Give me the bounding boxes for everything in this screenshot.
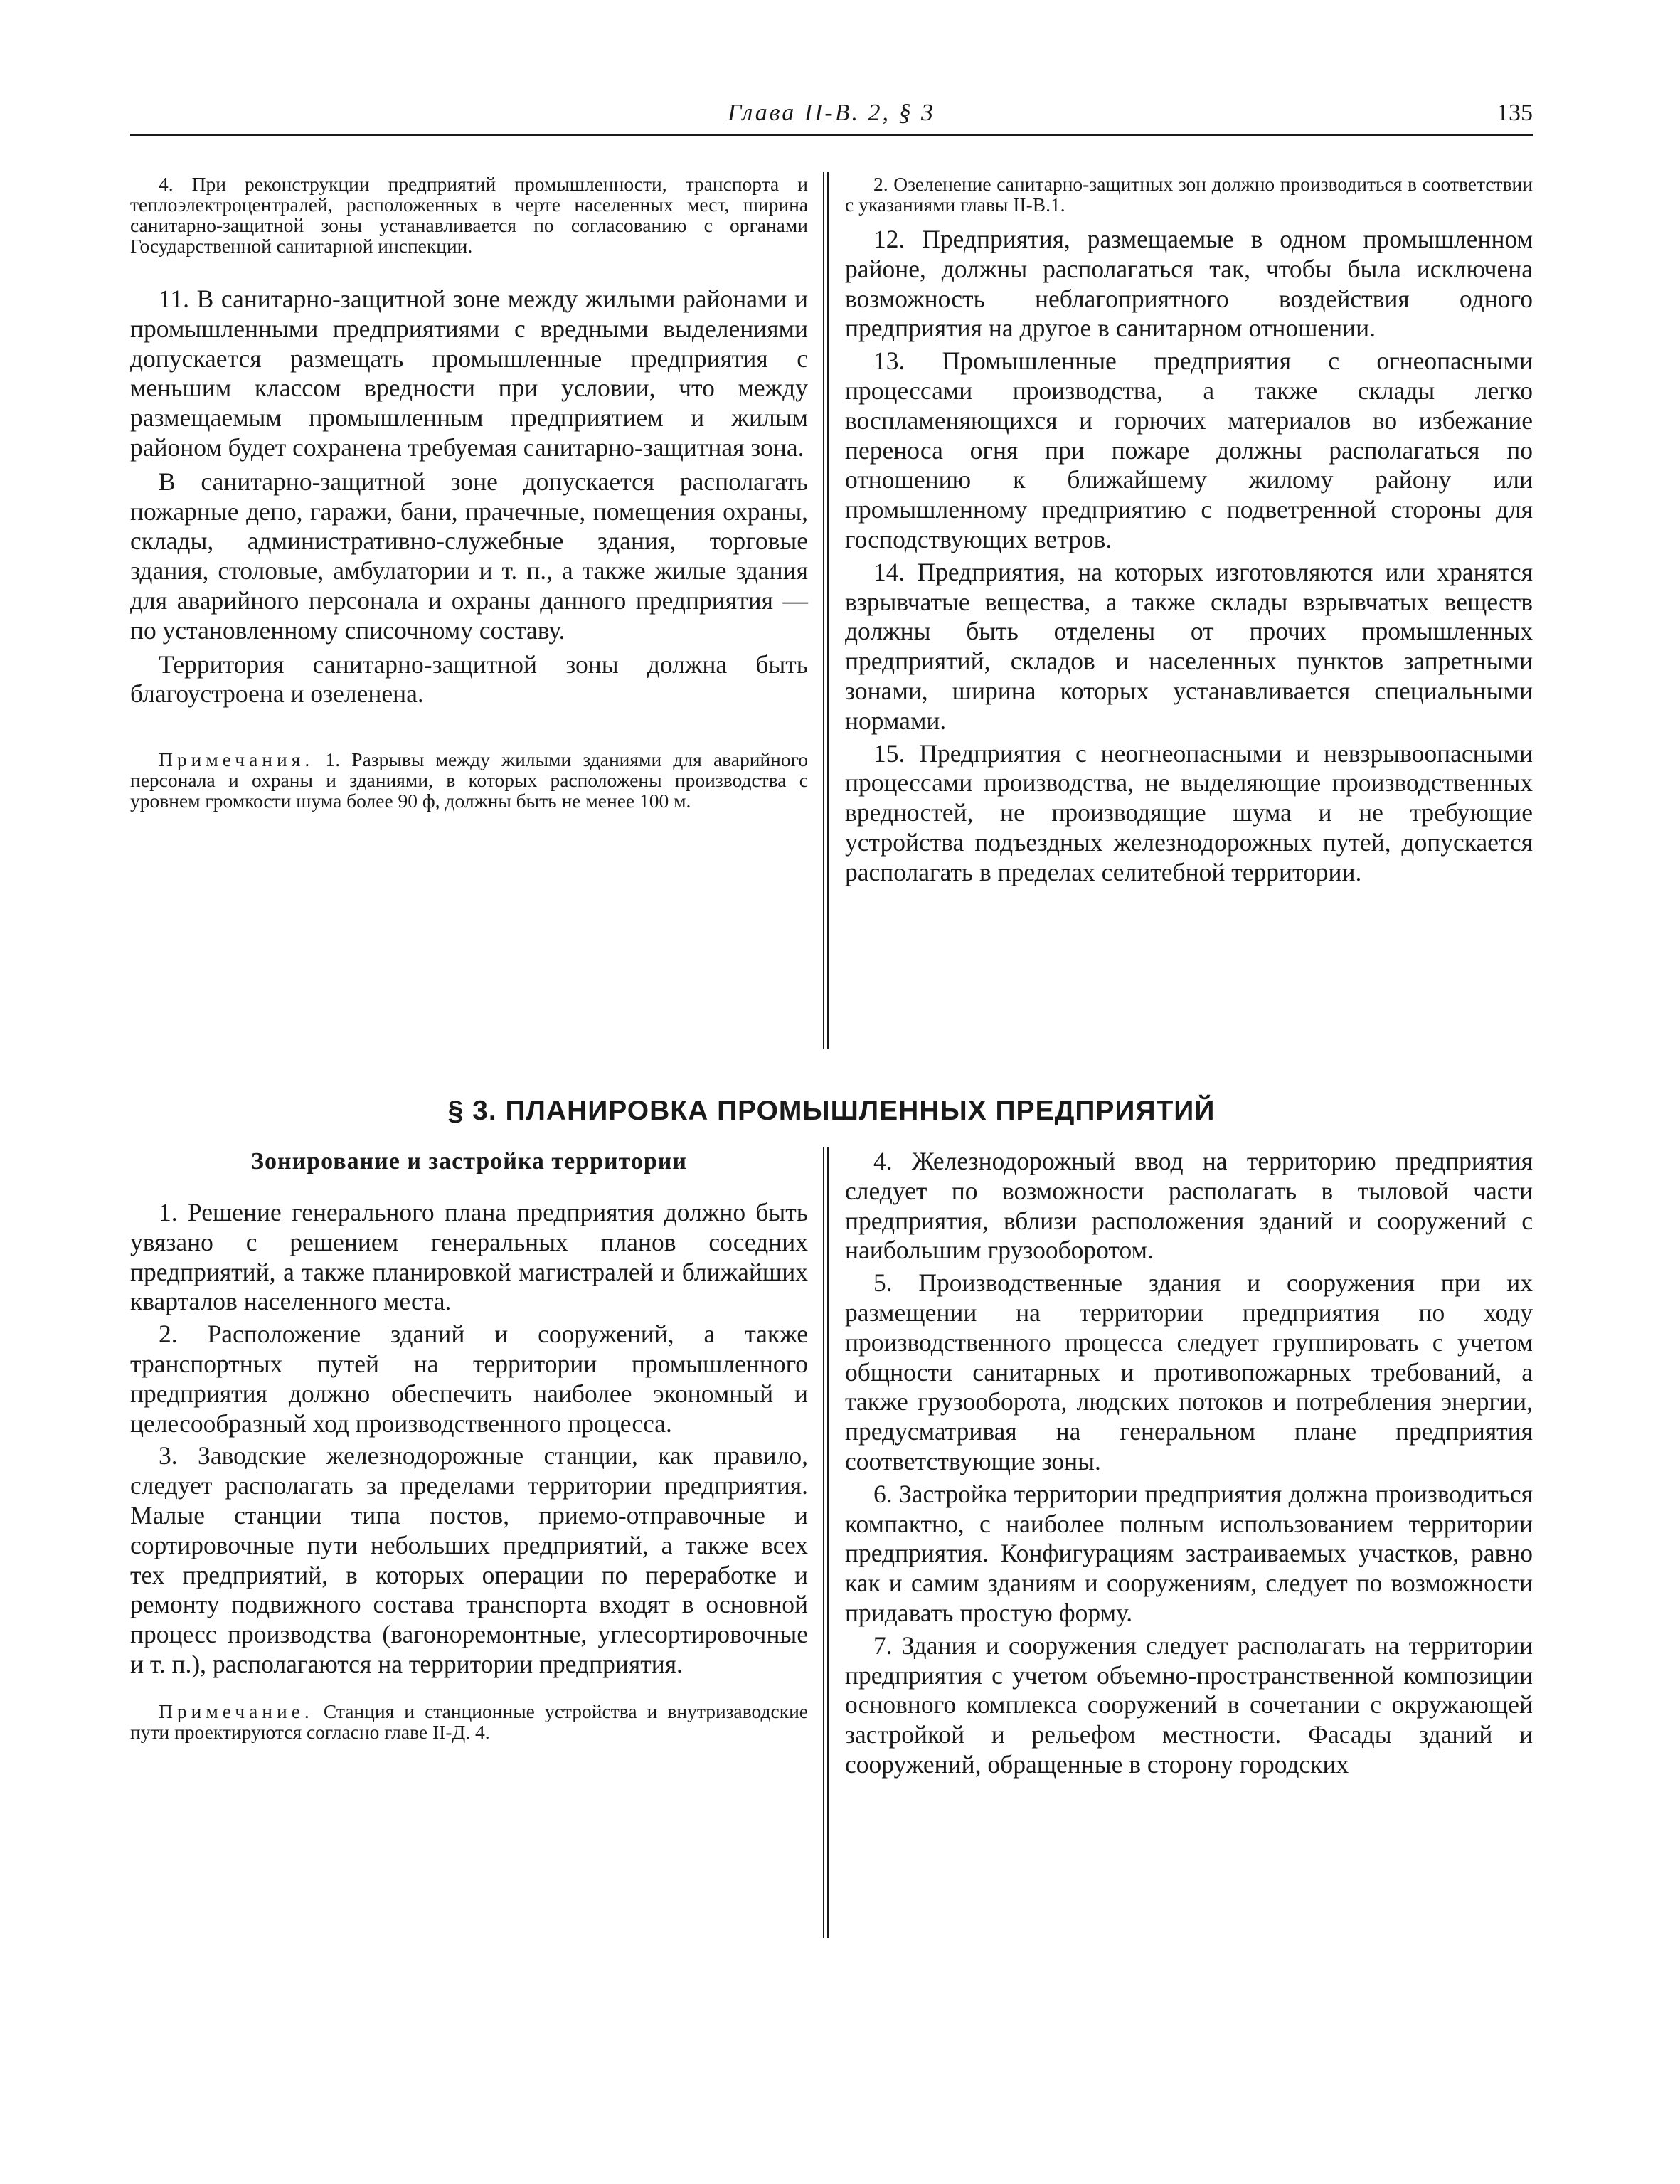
paragraph-1: 1. Решение генерального плана предприятия должно быть увязано с решением генеральных планов соседних предприятий, а также планировкой магистралей и ближайших кварталов населенного места. xyxy=(130,1198,808,1316)
header-rule xyxy=(130,134,1533,136)
notes-1-text: 1. Разрывы между жилыми зданиями для аварийного персонала и охраны и зданиями, в которых расположены производства с уровнем громкости шума более 90 ф, должны быть не менее 100 м. xyxy=(130,748,808,812)
note-label: Примечание. xyxy=(159,1700,314,1722)
running-head xyxy=(130,96,1533,130)
paragraph-11-permitted-buildings: В санитарно-защитной зоне допускается располагать пожарные депо, гаражи, бани, прачечные, помещения охраны, склады, административно-служебные здания, торговые здания, столовые, амбулатории и т. п., а также жилые здания для аварийного персонала и охраны данного предприятия — по установленному списочному составу. xyxy=(130,467,808,645)
page-number: 135 xyxy=(1496,100,1533,126)
paragraph-4: 4. Железнодорожный ввод на территорию предприятия следует по возможности располагать в тыловой части предприятия, вблизи расположения зданий и сооружений с наибольшим грузооборотом. xyxy=(845,1147,1533,1265)
paragraph-13: 13. Промышленные предприятия с огнеопасными процессами производства, а также склады легко воспламеняющихся и горючих материалов во избежание переноса огня при пожаре должны располагаться по отношению к ближайшему жилому району или промышленному предприятию с подветренной стороны для господствующих ветров. xyxy=(845,346,1533,553)
note-station-text: Станция и станционные устройства и внутризаводские пути проектируются согласно главе II-Д. 4. xyxy=(130,1700,808,1743)
upper-left-column xyxy=(130,174,808,811)
lower-right-column xyxy=(845,1147,1533,1780)
column-divider-lower xyxy=(823,1147,829,1938)
section-heading: § 3. ПЛАНИРОВКА ПРОМЫШЛЕННЫХ ПРЕДПРИЯТИЙ xyxy=(447,1096,1216,1126)
column-divider-upper xyxy=(823,172,829,1049)
paragraph-15: 15. Предприятия с неогнеопасными и невзрывоопасными процессами производства, не выделяющие производственных вредностей, не производящие шума и не требующие устройства подъездных железнодорожных путей, допускается располагать в пределах селитебной территории. xyxy=(845,738,1533,886)
lower-left-column xyxy=(130,1147,808,1742)
subsection-heading: Зонирование и застройка территории xyxy=(251,1148,687,1175)
paragraph-11: 11. В санитарно-защитной зоне между жилыми районами и промышленными предприятиями с вредными выделениями допускается размещать промышленные предприятия с меньшим классом вредности при условии, что между размещаемым промышленным предприятием и жилым районом будет сохранена требуемая санитарно-защитная зона. xyxy=(130,285,808,462)
paragraph-12: 12. Предприятия, размещаемые в одном промышленном районе, должны располагаться так, чтобы была исключена возможность неблагоприятного воздействия одного предприятия на другое в санитарном отношении. xyxy=(845,225,1533,343)
note-station xyxy=(130,1701,808,1742)
paragraph-3: 3. Заводские железнодорожные станции, как правило, следует располагать за пределами территории предприятия. Малые станции типа постов, приемо-отправочные и сортировочные пути небольших предприятий, а также всех тех предприятий, в которых операции по переработке и ремонту подвижного состава транспорта входят в основной процесс производства (вагоноремонтные, углесортировочные и т. п.), располагаются на территории предприятия. xyxy=(130,1441,808,1678)
paragraph-7: 7. Здания и сооружения следует располагать на территории предприятия с учетом объемно-пространственной композиции основного комплекса сооружений в сочетании с окружающей застройкой и рельефом местности. Фасады зданий и сооружений, обращенные в сторону городских xyxy=(845,1631,1533,1779)
note-2: 2. Озеленение санитарно-защитных зон должно производиться в соответствии с указаниями главы II-В.1. xyxy=(845,173,1533,216)
notes-1 xyxy=(130,749,808,811)
note-4: 4. При реконструкции предприятий промышленности, транспорта и теплоэлектроцентралей, расположенных в черте населенных мест, ширина санитарно-защитной зоны устанавливается по согласованию с органами Государственной санитарной инспекции. xyxy=(130,173,808,257)
paragraph-14: 14. Предприятия, на которых изготовляются или хранятся взрывчатые вещества, а также склады взрывчатых веществ должны быть отделены от прочих промышленных предприятий, складов и населенных пунктов запретными зонами, ширина которых устанавливается специальными нормами. xyxy=(845,557,1533,735)
notes-label: Примечания. xyxy=(159,748,314,771)
upper-right-column xyxy=(845,174,1533,888)
paragraph-11-landscaping: Территория санитарно-защитной зоны должна быть благоустроена и озеленена. xyxy=(130,650,808,709)
running-title: Глава II-В. 2, § 3 xyxy=(727,100,936,126)
paragraph-6: 6. Застройка территории предприятия должна производиться компактно, с наиболее полным использованием территории предприятия. Конфигурациям застраиваемых участков, равно как и самим зданиям и сооружениям, следует по возможности придавать простую форму. xyxy=(845,1479,1533,1627)
paragraph-2: 2. Расположение зданий и сооружений, а также транспортных путей на территории промышленного предприятия должно обеспечить наиболее экономный и целесообразный ход производственного процесса. xyxy=(130,1320,808,1438)
paragraph-5: 5. Производственные здания и сооружения при их размещении на территории предприятия по ходу производственного процесса следует группировать с учетом общности санитарных и противопожарных требований, а также грузооборота, людских потоков и потребления энергии, предусматривая на генеральном плане предприятия соответствующие зоны. xyxy=(845,1268,1533,1475)
